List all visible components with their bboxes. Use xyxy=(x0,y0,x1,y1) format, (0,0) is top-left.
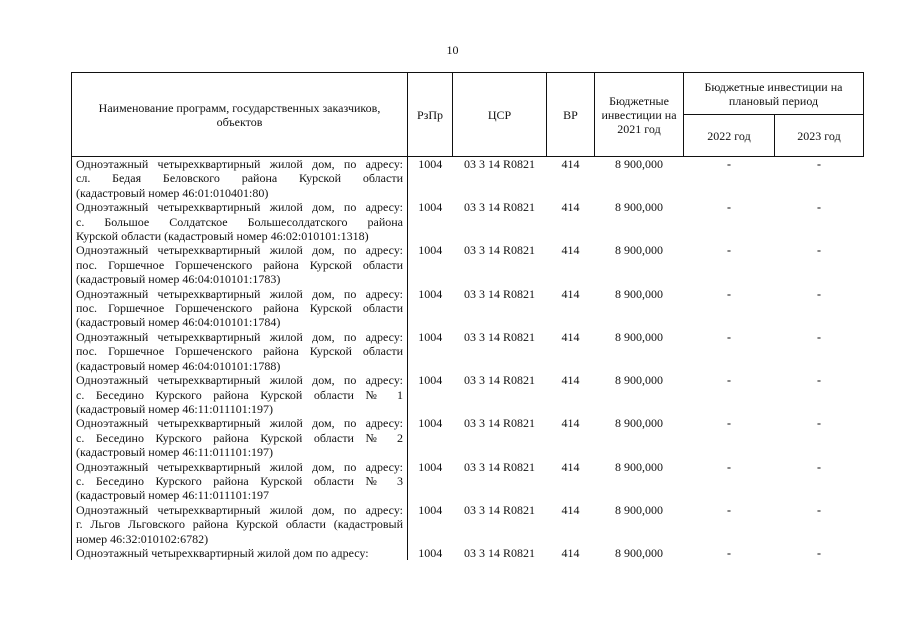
investment-2022-amount: - xyxy=(727,373,731,388)
object-name-line: (кадастровый номер 46:11:011101:197 xyxy=(76,488,270,503)
object-name-line: (кадастровый номер 46:04:010101:1784) xyxy=(76,315,281,330)
csr-code: 03 3 14 R0821 xyxy=(463,329,535,344)
investment-2021-amount: 8 900,000 xyxy=(615,545,663,560)
vr-code: 414 xyxy=(561,545,580,560)
csr-code: 03 3 14 R0821 xyxy=(463,416,535,431)
investment-2021-amount: 8 900,000 xyxy=(615,243,663,258)
budget-investments-table xyxy=(71,72,864,560)
vr-code: 414 xyxy=(561,459,580,474)
table-row xyxy=(72,287,864,330)
object-name-line: номер 46:32:010102:6782) xyxy=(76,531,209,546)
csr-code: 03 3 14 R0821 xyxy=(463,459,535,474)
header-rzpr: РзПр xyxy=(408,73,453,157)
investment-2022-amount: - xyxy=(727,329,731,344)
table-row xyxy=(72,200,864,243)
investment-2023-amount: - xyxy=(817,459,821,474)
object-name xyxy=(72,460,408,503)
object-name-line: (кадастровый номер 46:11:011101:197) xyxy=(76,401,274,416)
object-name xyxy=(72,157,408,201)
object-name-line: Одноэтажный четырехквартирный жилой дом, по адресу: xyxy=(76,286,403,301)
object-name xyxy=(72,330,408,373)
investment-2021-amount: 8 900,000 xyxy=(615,416,663,431)
object-name xyxy=(72,416,408,459)
investment-2023-amount: - xyxy=(817,200,821,215)
object-name-line: Одноэтажный четырехквартирный жилой дом, по адресу: xyxy=(76,243,403,258)
rzpr-code: 1004 xyxy=(418,157,443,171)
object-name-line: Одноэтажный четырехквартирный жилой дом, по адресу: xyxy=(76,416,403,431)
rzpr-code: 1004 xyxy=(418,329,443,344)
object-name xyxy=(72,243,408,286)
object-name-line: Одноэтажный четырехквартирный жилой дом, по адресу: xyxy=(76,329,403,344)
investment-2021-amount: 8 900,000 xyxy=(615,157,663,171)
investment-2022-amount: - xyxy=(727,502,731,517)
object-name-line: с. Беседино Курского района Курской области № 2 xyxy=(76,430,403,445)
vr-code: 414 xyxy=(561,502,580,517)
header-name: Наименование программ, государственных заказчиков, объектов xyxy=(72,73,408,157)
investment-2022-amount: - xyxy=(727,545,731,560)
table-row xyxy=(72,373,864,416)
page-number: 10 xyxy=(446,43,459,57)
vr-code: 414 xyxy=(561,416,580,431)
investment-2021-amount: 8 900,000 xyxy=(615,329,663,344)
csr-code: 03 3 14 R0821 xyxy=(463,200,535,215)
investment-2022-amount: - xyxy=(727,157,731,171)
object-name-line: сл. Бедая Беловского района Курской области xyxy=(76,171,403,186)
rzpr-code: 1004 xyxy=(418,416,443,431)
investment-2022-amount: - xyxy=(727,416,731,431)
table-row xyxy=(72,460,864,503)
object-name-line: пос. Горшечное Горшеченского района Курской области xyxy=(76,301,403,316)
object-name-line: с. Беседино Курского района Курской области № 3 xyxy=(76,473,403,488)
object-name-line: пос. Горшечное Горшеченского района Курской области xyxy=(76,257,403,272)
investment-2021-amount: 8 900,000 xyxy=(615,502,663,517)
object-name xyxy=(72,503,408,546)
investment-2022-amount: - xyxy=(727,243,731,258)
investment-2022-amount: - xyxy=(727,459,731,474)
object-name-line: (кадастровый номер 46:11:011101:197) xyxy=(76,445,274,460)
csr-code: 03 3 14 R0821 xyxy=(463,545,535,560)
object-name xyxy=(72,200,408,243)
investment-2023-amount: - xyxy=(817,545,821,560)
csr-code: 03 3 14 R0821 xyxy=(463,286,535,301)
object-name-line: Одноэтажный четырехквартирный жилой дом, по адресу: xyxy=(76,200,403,215)
vr-code: 414 xyxy=(561,286,580,301)
object-name-line: Одноэтажный четырехквартирный жилой дом по адресу: xyxy=(76,545,369,560)
investment-2023-amount: - xyxy=(817,286,821,301)
csr-code: 03 3 14 R0821 xyxy=(463,157,535,171)
table-row xyxy=(72,330,864,373)
header-vr: ВР xyxy=(547,73,595,157)
header-year-2023: 2023 год xyxy=(775,115,864,157)
table-row xyxy=(72,416,864,459)
investment-2023-amount: - xyxy=(817,502,821,517)
object-name xyxy=(72,287,408,330)
table-row xyxy=(72,546,864,560)
object-name-line: Одноэтажный четырехквартирный жилой дом, по адресу: xyxy=(76,459,403,474)
investment-2022-amount: - xyxy=(727,200,731,215)
investment-2023-amount: - xyxy=(817,329,821,344)
object-name-line: (кадастровый номер 46:04:010101:1783) xyxy=(76,272,281,287)
investment-2022-amount: - xyxy=(727,286,731,301)
object-name-line: Одноэтажный четырехквартирный жилой дом, по адресу: xyxy=(76,373,403,388)
object-name xyxy=(72,373,408,416)
header-csr: ЦСР xyxy=(453,73,547,157)
object-name-line: Одноэтажный четырехквартирный жилой дом, по адресу: xyxy=(76,502,403,517)
csr-code: 03 3 14 R0821 xyxy=(463,502,535,517)
investment-2021-amount: 8 900,000 xyxy=(615,286,663,301)
header-investments-2021: Бюджетные инвестиции на 2021 год xyxy=(595,73,684,157)
header-planned-period: Бюджетные инвестиции на плановый период xyxy=(684,73,864,115)
table-row xyxy=(72,243,864,286)
vr-code: 414 xyxy=(561,157,580,171)
object-name-line: Курской области (кадастровый номер 46:02:010101:1318) xyxy=(76,229,369,244)
object-name-line: с. Большое Солдатское Большесолдатского района xyxy=(76,214,403,229)
object-name-line: с. Беседино Курского района Курской области № 1 xyxy=(76,387,403,402)
investment-2023-amount: - xyxy=(817,416,821,431)
rzpr-code: 1004 xyxy=(418,243,443,258)
vr-code: 414 xyxy=(561,373,580,388)
investment-2021-amount: 8 900,000 xyxy=(615,200,663,215)
rzpr-code: 1004 xyxy=(418,545,443,560)
vr-code: 414 xyxy=(561,329,580,344)
investment-2023-amount: - xyxy=(817,243,821,258)
rzpr-code: 1004 xyxy=(418,459,443,474)
csr-code: 03 3 14 R0821 xyxy=(463,243,535,258)
table-body xyxy=(72,157,864,561)
object-name-line: пос. Горшечное Горшеченского района Курской области xyxy=(76,344,403,359)
investment-2023-amount: - xyxy=(817,373,821,388)
rzpr-code: 1004 xyxy=(418,286,443,301)
object-name-line: (кадастровый номер 46:04:010101:1788) xyxy=(76,358,281,373)
investment-2021-amount: 8 900,000 xyxy=(615,373,663,388)
header-year-2022: 2022 год xyxy=(684,115,775,157)
object-name-line: г. Льгов Льговского района Курской области (кадастровый xyxy=(76,517,403,532)
investment-2023-amount: - xyxy=(817,157,821,171)
object-name-line: (кадастровый номер 46:01:010401:80) xyxy=(76,185,269,200)
csr-code: 03 3 14 R0821 xyxy=(463,373,535,388)
table-row xyxy=(72,503,864,546)
rzpr-code: 1004 xyxy=(418,373,443,388)
investment-2021-amount: 8 900,000 xyxy=(615,459,663,474)
rzpr-code: 1004 xyxy=(418,502,443,517)
vr-code: 414 xyxy=(561,243,580,258)
object-name xyxy=(72,546,408,560)
vr-code: 414 xyxy=(561,200,580,215)
rzpr-code: 1004 xyxy=(418,200,443,215)
object-name-line: Одноэтажный четырехквартирный жилой дом, по адресу: xyxy=(76,157,403,171)
table-row xyxy=(72,157,864,201)
